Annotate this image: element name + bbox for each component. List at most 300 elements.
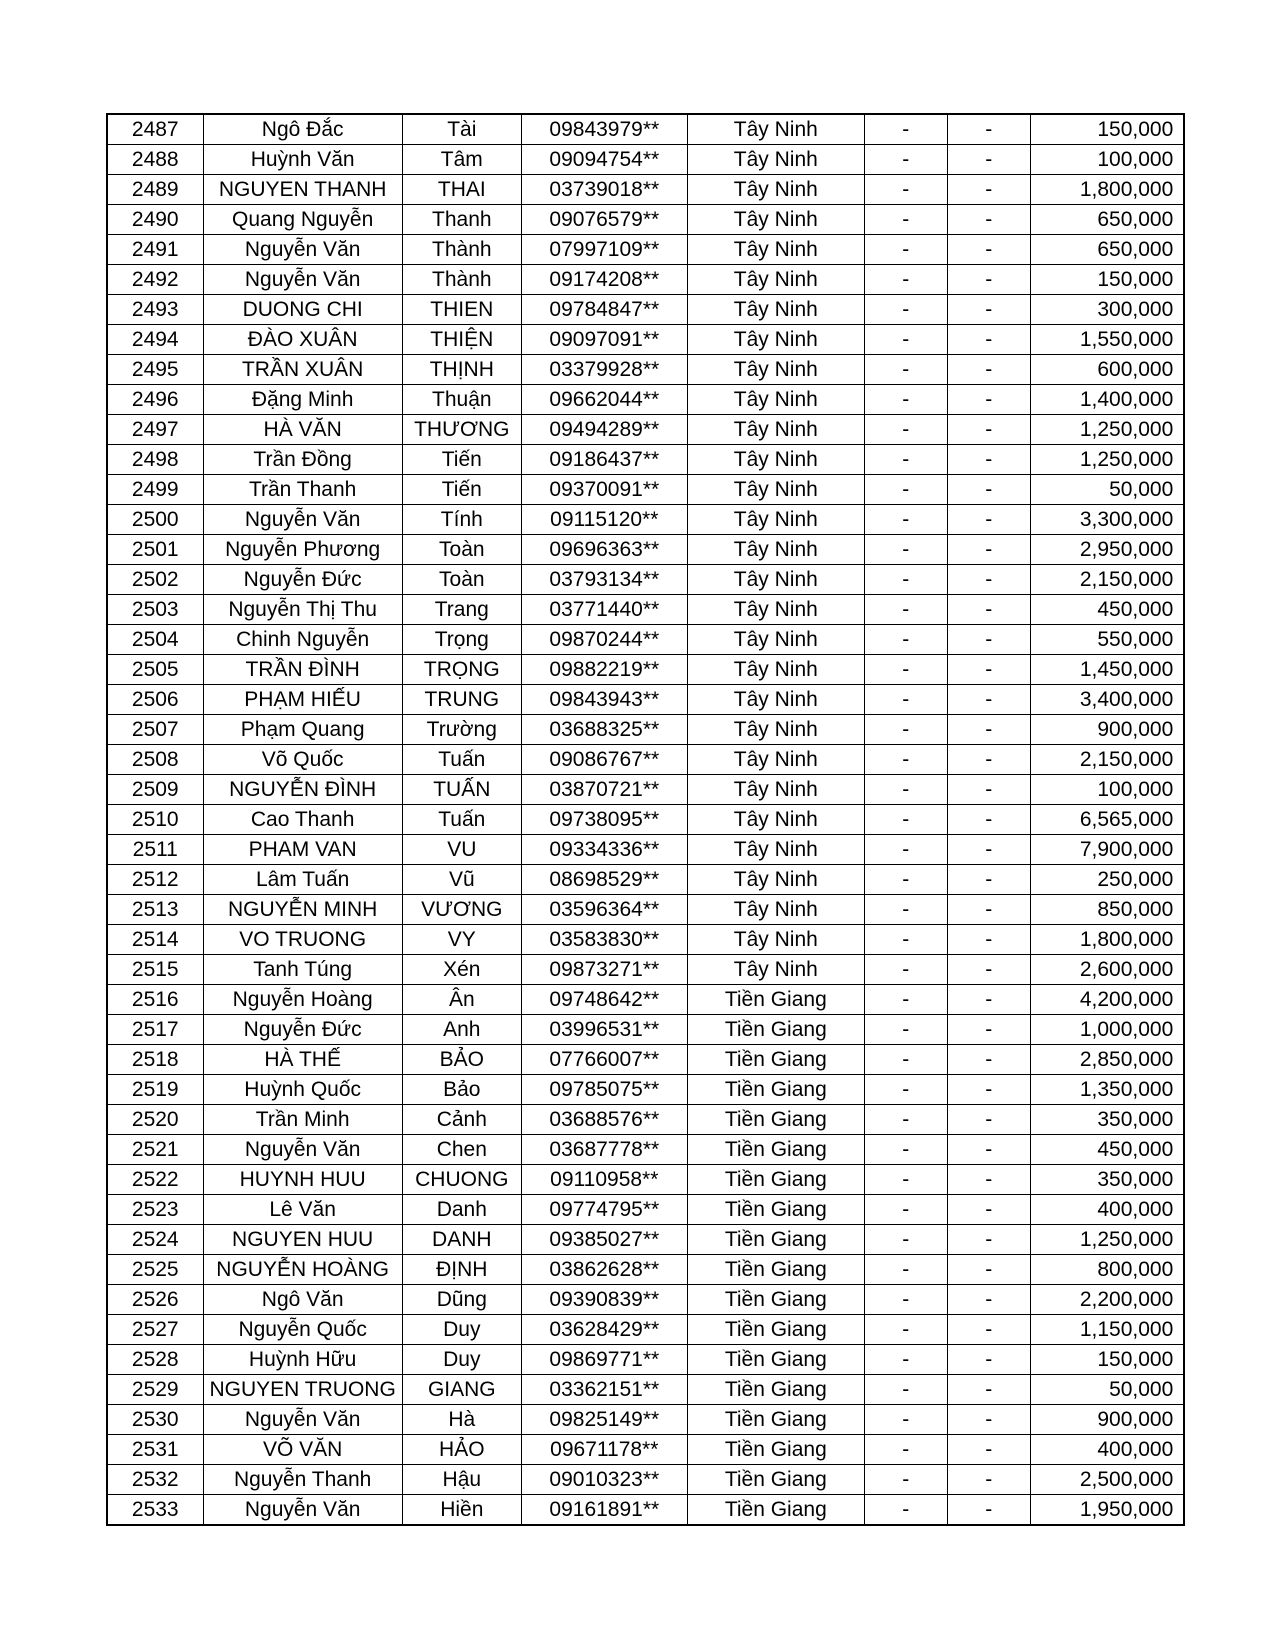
table-row (107, 1195, 1184, 1225)
first-name-cell: Thanh (402, 205, 521, 235)
amount-cell: 2,600,000 (1030, 955, 1184, 985)
province-cell: Tây Ninh (687, 535, 864, 565)
row-number-cell: 2524 (107, 1225, 203, 1255)
first-name-cell: Chen (402, 1135, 521, 1165)
province-cell: Tây Ninh (687, 745, 864, 775)
phone-number-cell: 09738095** (521, 805, 687, 835)
row-number-cell: 2521 (107, 1135, 203, 1165)
phone-number-cell: 09110958** (521, 1165, 687, 1195)
row-number-cell: 2493 (107, 295, 203, 325)
blank-col-1-cell: - (864, 145, 947, 175)
province-cell: Tây Ninh (687, 325, 864, 355)
first-name-cell: TRỌNG (402, 655, 521, 685)
blank-col-1-cell: - (864, 445, 947, 475)
blank-col-2-cell: - (947, 145, 1030, 175)
first-name-cell: HẢO (402, 1435, 521, 1465)
first-name-cell: Tài (402, 114, 521, 145)
last-middle-name-cell: Cao Thanh (203, 805, 402, 835)
last-middle-name-cell: NGUYEN TRUONG (203, 1375, 402, 1405)
amount-cell: 1,250,000 (1030, 445, 1184, 475)
blank-col-1-cell: - (864, 265, 947, 295)
amount-cell: 350,000 (1030, 1105, 1184, 1135)
blank-col-1-cell: - (864, 1075, 947, 1105)
province-cell: Tây Ninh (687, 925, 864, 955)
blank-col-1-cell: - (864, 715, 947, 745)
amount-cell: 550,000 (1030, 625, 1184, 655)
last-middle-name-cell: NGUYỄN MINH (203, 895, 402, 925)
table-row (107, 1285, 1184, 1315)
blank-col-1-cell: - (864, 385, 947, 415)
blank-col-1-cell: - (864, 1165, 947, 1195)
first-name-cell: Ân (402, 985, 521, 1015)
phone-number-cell: 09390839** (521, 1285, 687, 1315)
blank-col-1-cell: - (864, 505, 947, 535)
blank-col-1-cell: - (864, 1465, 947, 1495)
last-middle-name-cell: Lê Văn (203, 1195, 402, 1225)
phone-number-cell: 09774795** (521, 1195, 687, 1225)
blank-col-2-cell: - (947, 175, 1030, 205)
phone-number-cell: 08698529** (521, 865, 687, 895)
phone-number-cell: 09115120** (521, 505, 687, 535)
table-row (107, 985, 1184, 1015)
amount-cell: 1,800,000 (1030, 925, 1184, 955)
amount-cell: 150,000 (1030, 265, 1184, 295)
blank-col-2-cell: - (947, 1435, 1030, 1465)
table-row (107, 745, 1184, 775)
amount-cell: 1,350,000 (1030, 1075, 1184, 1105)
province-cell: Tây Ninh (687, 625, 864, 655)
blank-col-2-cell: - (947, 1075, 1030, 1105)
province-cell: Tây Ninh (687, 205, 864, 235)
blank-col-2-cell: - (947, 895, 1030, 925)
first-name-cell: Xén (402, 955, 521, 985)
last-middle-name-cell: PHAM VAN (203, 835, 402, 865)
table-row (107, 835, 1184, 865)
table-row (107, 295, 1184, 325)
last-middle-name-cell: Huỳnh Quốc (203, 1075, 402, 1105)
amount-cell: 450,000 (1030, 595, 1184, 625)
blank-col-1-cell: - (864, 295, 947, 325)
last-middle-name-cell: TRẦN ĐÌNH (203, 655, 402, 685)
phone-number-cell: 03379928** (521, 355, 687, 385)
last-middle-name-cell: HUYNH HUU (203, 1165, 402, 1195)
row-number-cell: 2531 (107, 1435, 203, 1465)
blank-col-2-cell: - (947, 1375, 1030, 1405)
row-number-cell: 2530 (107, 1405, 203, 1435)
table-row (107, 1435, 1184, 1465)
blank-col-1-cell: - (864, 775, 947, 805)
amount-cell: 2,200,000 (1030, 1285, 1184, 1315)
blank-col-2-cell: - (947, 925, 1030, 955)
province-cell: Tây Ninh (687, 415, 864, 445)
phone-number-cell: 09086767** (521, 745, 687, 775)
blank-col-2-cell: - (947, 1105, 1030, 1135)
amount-cell: 100,000 (1030, 775, 1184, 805)
phone-number-cell: 09873271** (521, 955, 687, 985)
first-name-cell: Dũng (402, 1285, 521, 1315)
blank-col-2-cell: - (947, 114, 1030, 145)
row-number-cell: 2515 (107, 955, 203, 985)
row-number-cell: 2532 (107, 1465, 203, 1495)
amount-cell: 2,500,000 (1030, 1465, 1184, 1495)
phone-number-cell: 09334336** (521, 835, 687, 865)
table-row (107, 1255, 1184, 1285)
table-row (107, 265, 1184, 295)
last-middle-name-cell: Nguyễn Văn (203, 265, 402, 295)
row-number-cell: 2525 (107, 1255, 203, 1285)
blank-col-2-cell: - (947, 805, 1030, 835)
row-number-cell: 2495 (107, 355, 203, 385)
blank-col-2-cell: - (947, 1285, 1030, 1315)
row-number-cell: 2520 (107, 1105, 203, 1135)
blank-col-1-cell: - (864, 475, 947, 505)
blank-col-2-cell: - (947, 595, 1030, 625)
last-middle-name-cell: Nguyễn Văn (203, 505, 402, 535)
amount-cell: 250,000 (1030, 865, 1184, 895)
province-cell: Tây Ninh (687, 175, 864, 205)
row-number-cell: 2528 (107, 1345, 203, 1375)
row-number-cell: 2516 (107, 985, 203, 1015)
phone-number-cell: 03628429** (521, 1315, 687, 1345)
amount-cell: 1,550,000 (1030, 325, 1184, 355)
province-cell: Tây Ninh (687, 114, 864, 145)
row-number-cell: 2494 (107, 325, 203, 355)
phone-number-cell: 09662044** (521, 385, 687, 415)
first-name-cell: Trang (402, 595, 521, 625)
blank-col-2-cell: - (947, 655, 1030, 685)
table-row (107, 145, 1184, 175)
phone-number-cell: 09843979** (521, 114, 687, 145)
first-name-cell: BẢO (402, 1045, 521, 1075)
province-cell: Tây Ninh (687, 355, 864, 385)
table-row (107, 205, 1184, 235)
amount-cell: 2,850,000 (1030, 1045, 1184, 1075)
first-name-cell: Tuấn (402, 805, 521, 835)
amount-cell: 2,150,000 (1030, 745, 1184, 775)
blank-col-1-cell: - (864, 1015, 947, 1045)
first-name-cell: Tiến (402, 475, 521, 505)
row-number-cell: 2519 (107, 1075, 203, 1105)
amount-cell: 600,000 (1030, 355, 1184, 385)
last-middle-name-cell: HÀ VĂN (203, 415, 402, 445)
phone-number-cell: 03862628** (521, 1255, 687, 1285)
table-row (107, 325, 1184, 355)
row-number-cell: 2505 (107, 655, 203, 685)
row-number-cell: 2503 (107, 595, 203, 625)
last-middle-name-cell: Nguyễn Phương (203, 535, 402, 565)
blank-col-2-cell: - (947, 505, 1030, 535)
first-name-cell: Hiền (402, 1495, 521, 1526)
blank-col-1-cell: - (864, 565, 947, 595)
blank-col-1-cell: - (864, 1105, 947, 1135)
blank-col-1-cell: - (864, 1435, 947, 1465)
table-row (107, 715, 1184, 745)
last-middle-name-cell: Huỳnh Hữu (203, 1345, 402, 1375)
blank-col-2-cell: - (947, 715, 1030, 745)
row-number-cell: 2527 (107, 1315, 203, 1345)
blank-col-2-cell: - (947, 355, 1030, 385)
table-row (107, 1315, 1184, 1345)
phone-number-cell: 03739018** (521, 175, 687, 205)
province-cell: Tây Ninh (687, 445, 864, 475)
first-name-cell: VƯƠNG (402, 895, 521, 925)
blank-col-1-cell: - (864, 1255, 947, 1285)
table-row (107, 355, 1184, 385)
province-cell: Tiền Giang (687, 1345, 864, 1375)
blank-col-2-cell: - (947, 385, 1030, 415)
amount-cell: 900,000 (1030, 1405, 1184, 1435)
first-name-cell: Trường (402, 715, 521, 745)
last-middle-name-cell: NGUYEN THANH (203, 175, 402, 205)
row-number-cell: 2518 (107, 1045, 203, 1075)
table-row (107, 1165, 1184, 1195)
first-name-cell: THIỆN (402, 325, 521, 355)
blank-col-1-cell: - (864, 1405, 947, 1435)
row-number-cell: 2508 (107, 745, 203, 775)
row-number-cell: 2502 (107, 565, 203, 595)
amount-cell: 6,565,000 (1030, 805, 1184, 835)
blank-col-2-cell: - (947, 1045, 1030, 1075)
province-cell: Tây Ninh (687, 505, 864, 535)
province-cell: Tây Ninh (687, 655, 864, 685)
blank-col-2-cell: - (947, 955, 1030, 985)
row-number-cell: 2512 (107, 865, 203, 895)
first-name-cell: VU (402, 835, 521, 865)
blank-col-2-cell: - (947, 295, 1030, 325)
first-name-cell: Trọng (402, 625, 521, 655)
amount-cell: 100,000 (1030, 145, 1184, 175)
first-name-cell: Thành (402, 235, 521, 265)
province-cell: Tây Ninh (687, 235, 864, 265)
phone-number-cell: 03362151** (521, 1375, 687, 1405)
last-middle-name-cell: Nguyễn Văn (203, 1405, 402, 1435)
last-middle-name-cell: DUONG CHI (203, 295, 402, 325)
phone-number-cell: 09785075** (521, 1075, 687, 1105)
first-name-cell: VY (402, 925, 521, 955)
phone-number-cell: 09494289** (521, 415, 687, 445)
first-name-cell: TUẤN (402, 775, 521, 805)
row-number-cell: 2487 (107, 114, 203, 145)
first-name-cell: THIEN (402, 295, 521, 325)
blank-col-2-cell: - (947, 1255, 1030, 1285)
table-row (107, 655, 1184, 685)
table-row (107, 805, 1184, 835)
table-row (107, 475, 1184, 505)
province-cell: Tây Ninh (687, 295, 864, 325)
amount-cell: 50,000 (1030, 475, 1184, 505)
blank-col-1-cell: - (864, 985, 947, 1015)
table-row (107, 1135, 1184, 1165)
province-cell: Tiền Giang (687, 1195, 864, 1225)
blank-col-2-cell: - (947, 745, 1030, 775)
table-row (107, 625, 1184, 655)
blank-col-1-cell: - (864, 1315, 947, 1345)
phone-number-cell: 09094754** (521, 145, 687, 175)
row-number-cell: 2507 (107, 715, 203, 745)
blank-col-2-cell: - (947, 1225, 1030, 1255)
blank-col-1-cell: - (864, 355, 947, 385)
phone-number-cell: 03583830** (521, 925, 687, 955)
blank-col-1-cell: - (864, 865, 947, 895)
last-middle-name-cell: VÕ VĂN (203, 1435, 402, 1465)
table-row (107, 865, 1184, 895)
first-name-cell: Thành (402, 265, 521, 295)
blank-col-2-cell: - (947, 1345, 1030, 1375)
last-middle-name-cell: HÀ THẾ (203, 1045, 402, 1075)
table-row (107, 114, 1184, 145)
last-middle-name-cell: Đặng Minh (203, 385, 402, 415)
amount-cell: 2,150,000 (1030, 565, 1184, 595)
row-number-cell: 2490 (107, 205, 203, 235)
blank-col-1-cell: - (864, 415, 947, 445)
first-name-cell: CHUONG (402, 1165, 521, 1195)
phone-number-cell: 09843943** (521, 685, 687, 715)
phone-number-cell: 09097091** (521, 325, 687, 355)
blank-col-2-cell: - (947, 265, 1030, 295)
row-number-cell: 2509 (107, 775, 203, 805)
blank-col-2-cell: - (947, 475, 1030, 505)
table-row (107, 1375, 1184, 1405)
blank-col-2-cell: - (947, 1315, 1030, 1345)
phone-number-cell: 03870721** (521, 775, 687, 805)
blank-col-2-cell: - (947, 865, 1030, 895)
blank-col-1-cell: - (864, 805, 947, 835)
amount-cell: 400,000 (1030, 1195, 1184, 1225)
blank-col-1-cell: - (864, 1285, 947, 1315)
phone-number-cell: 09370091** (521, 475, 687, 505)
amount-cell: 300,000 (1030, 295, 1184, 325)
first-name-cell: THỊNH (402, 355, 521, 385)
row-number-cell: 2489 (107, 175, 203, 205)
row-number-cell: 2499 (107, 475, 203, 505)
first-name-cell: Toàn (402, 535, 521, 565)
blank-col-2-cell: - (947, 1465, 1030, 1495)
phone-number-cell: 03793134** (521, 565, 687, 595)
blank-col-1-cell: - (864, 1375, 947, 1405)
phone-number-cell: 03596364** (521, 895, 687, 925)
first-name-cell: GIANG (402, 1375, 521, 1405)
blank-col-2-cell: - (947, 565, 1030, 595)
last-middle-name-cell: Ngô Văn (203, 1285, 402, 1315)
province-cell: Tiền Giang (687, 1405, 864, 1435)
table-row (107, 415, 1184, 445)
last-middle-name-cell: Nguyễn Đức (203, 565, 402, 595)
phone-number-cell: 07766007** (521, 1045, 687, 1075)
table-row (107, 1015, 1184, 1045)
phone-number-cell: 03688576** (521, 1105, 687, 1135)
table-row (107, 445, 1184, 475)
phone-number-cell: 09825149** (521, 1405, 687, 1435)
amount-cell: 1,950,000 (1030, 1495, 1184, 1526)
blank-col-2-cell: - (947, 535, 1030, 565)
last-middle-name-cell: Nguyễn Hoàng (203, 985, 402, 1015)
table-row (107, 535, 1184, 565)
blank-col-1-cell: - (864, 655, 947, 685)
row-number-cell: 2491 (107, 235, 203, 265)
last-middle-name-cell: Tanh Túng (203, 955, 402, 985)
amount-cell: 800,000 (1030, 1255, 1184, 1285)
province-cell: Tây Ninh (687, 895, 864, 925)
last-middle-name-cell: Trần Minh (203, 1105, 402, 1135)
province-cell: Tây Ninh (687, 265, 864, 295)
province-cell: Tiền Giang (687, 985, 864, 1015)
blank-col-1-cell: - (864, 1345, 947, 1375)
amount-cell: 3,300,000 (1030, 505, 1184, 535)
first-name-cell: DANH (402, 1225, 521, 1255)
blank-col-1-cell: - (864, 1045, 947, 1075)
first-name-cell: Bảo (402, 1075, 521, 1105)
blank-col-1-cell: - (864, 235, 947, 265)
last-middle-name-cell: Phạm Quang (203, 715, 402, 745)
table-row (107, 1105, 1184, 1135)
row-number-cell: 2501 (107, 535, 203, 565)
blank-col-1-cell: - (864, 925, 947, 955)
row-number-cell: 2522 (107, 1165, 203, 1195)
first-name-cell: Toàn (402, 565, 521, 595)
province-cell: Tây Ninh (687, 805, 864, 835)
first-name-cell: Duy (402, 1315, 521, 1345)
amount-cell: 900,000 (1030, 715, 1184, 745)
table-row (107, 565, 1184, 595)
blank-col-1-cell: - (864, 325, 947, 355)
row-number-cell: 2500 (107, 505, 203, 535)
row-number-cell: 2511 (107, 835, 203, 865)
blank-col-2-cell: - (947, 1165, 1030, 1195)
amount-cell: 50,000 (1030, 1375, 1184, 1405)
row-number-cell: 2526 (107, 1285, 203, 1315)
province-cell: Tây Ninh (687, 385, 864, 415)
blank-col-1-cell: - (864, 1135, 947, 1165)
province-cell: Tây Ninh (687, 595, 864, 625)
province-cell: Tiền Giang (687, 1105, 864, 1135)
amount-cell: 7,900,000 (1030, 835, 1184, 865)
amount-cell: 350,000 (1030, 1165, 1184, 1195)
table-row (107, 1495, 1184, 1526)
province-cell: Tiền Giang (687, 1255, 864, 1285)
first-name-cell: Cảnh (402, 1105, 521, 1135)
row-number-cell: 2504 (107, 625, 203, 655)
blank-col-2-cell: - (947, 1135, 1030, 1165)
province-cell: Tây Ninh (687, 955, 864, 985)
first-name-cell: Tính (402, 505, 521, 535)
amount-cell: 1,000,000 (1030, 1015, 1184, 1045)
province-cell: Tây Ninh (687, 715, 864, 745)
last-middle-name-cell: Nguyễn Thanh (203, 1465, 402, 1495)
phone-number-cell: 09696363** (521, 535, 687, 565)
first-name-cell: THAI (402, 175, 521, 205)
blank-col-1-cell: - (864, 1195, 947, 1225)
phone-number-cell: 07997109** (521, 235, 687, 265)
blank-col-2-cell: - (947, 325, 1030, 355)
phone-number-cell: 09784847** (521, 295, 687, 325)
row-number-cell: 2497 (107, 415, 203, 445)
row-number-cell: 2517 (107, 1015, 203, 1045)
table-row (107, 925, 1184, 955)
table-row (107, 955, 1184, 985)
last-middle-name-cell: Quang Nguyễn (203, 205, 402, 235)
province-cell: Tây Ninh (687, 865, 864, 895)
blank-col-1-cell: - (864, 535, 947, 565)
last-middle-name-cell: Nguyễn Đức (203, 1015, 402, 1045)
province-cell: Tây Ninh (687, 775, 864, 805)
blank-col-2-cell: - (947, 685, 1030, 715)
province-cell: Tiền Giang (687, 1315, 864, 1345)
table-row (107, 1045, 1184, 1075)
blank-col-1-cell: - (864, 1225, 947, 1255)
row-number-cell: 2492 (107, 265, 203, 295)
province-cell: Tây Ninh (687, 565, 864, 595)
first-name-cell: Danh (402, 1195, 521, 1225)
